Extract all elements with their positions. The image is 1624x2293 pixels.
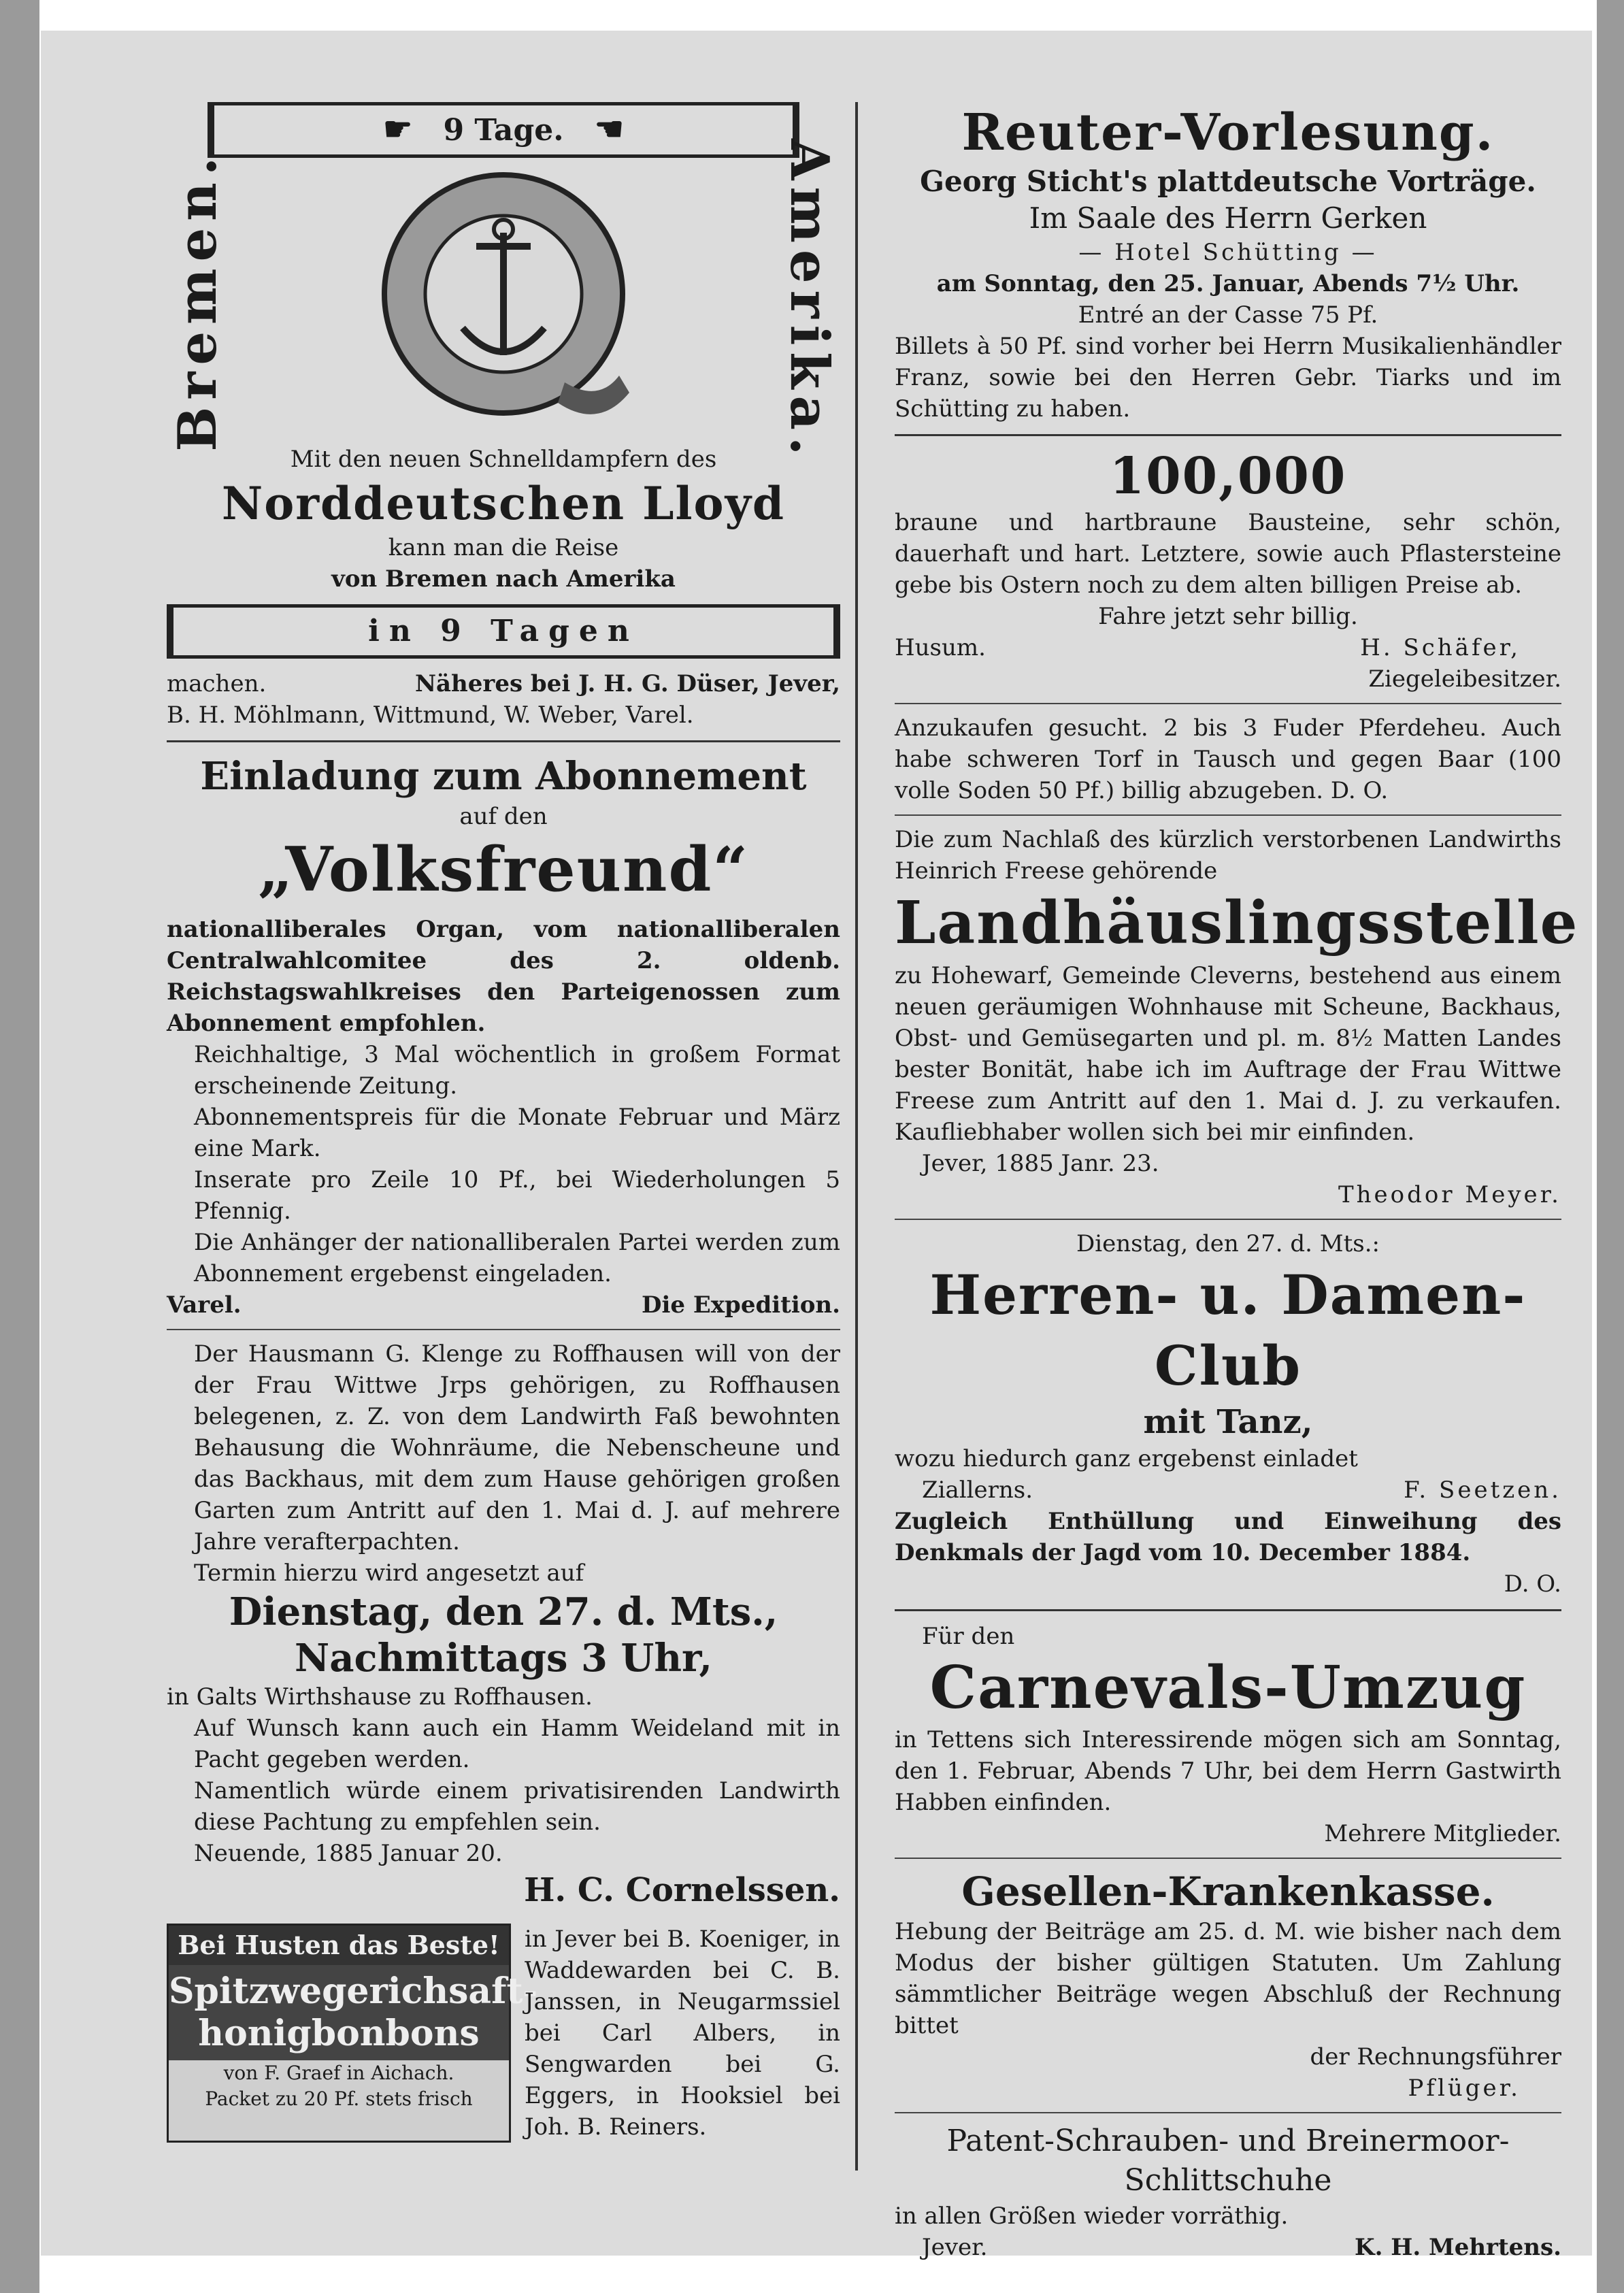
volksfreund-p2: Reichhaltige, 3 Mal wöchentlich in großem Format erscheinende Zeitung. <box>194 1041 840 1100</box>
days-box-text: 9 Tage. <box>443 113 564 148</box>
bricks-p2: Fahre jetzt sehr billig. <box>1098 603 1358 630</box>
landhaus-p1: zu Hohewarf, Gemeinde Cleverns, bestehend aus einem neuen geräumigen Wohnhause mit Scheune, Backhaus, Obst- und Gemüsegarten und pl. m. 8½ Matten Landes bester Bonität, habe ich im Auftrage der Frau Wittwe Freese zum Antritt auf den 1. Mai d. J. zu verkaufen. Kaufliebhaber wollen sich bei mir einfinden. <box>895 962 1561 1146</box>
bricks-ad <box>895 446 1561 695</box>
lloyd-ad <box>167 102 840 731</box>
volksfreund-p1: nationalliberales Organ, vom nationalliberalen Centralwahlcomitee des 2. oldenb. Reichstagswahlkreises den Parteigenossen zum Abonnement empfohlen. <box>167 916 840 1037</box>
divider <box>167 1329 840 1330</box>
pointing-hand-icon: ☚ <box>594 110 624 148</box>
klenge-ad <box>167 1338 840 1911</box>
carneval-ad <box>895 1621 1561 1849</box>
page-binding <box>0 0 39 2293</box>
reuter-l5: Entré an der Casse 75 Pf. <box>1078 301 1378 329</box>
bricks-sign1: H. Schäfer, <box>1360 634 1521 661</box>
club-place: Ziallerns. <box>922 1477 1033 1504</box>
carneval-p1: in Tettens sich Interessirende mögen sich am Sonntag, den 1. Februar, Abends 7 Uhr, bei dem Herrn Gastwirth Habben einfinden. <box>895 1726 1561 1816</box>
lloyd-name: Norddeutschen Lloyd <box>221 477 786 530</box>
reuter-l1: Georg Sticht's plattdeutsche Vorträge. <box>920 165 1536 198</box>
reuter-l6: Billets à 50 Pf. sind vorher bei Herrn Musikalienhändler Franz, sowie bei den Herren Gebr. Tiarks und im Schütting zu haben. <box>895 333 1561 423</box>
bricks-sign-row <box>895 632 1561 663</box>
graef-ad <box>167 1924 840 2143</box>
reuter-l3: — Hotel Schütting — <box>1078 239 1378 266</box>
klenge-p2: Termin hierzu wird angesetzt auf <box>194 1560 584 1587</box>
klenge-p4: Auf Wunsch kann auch ein Hamm Weideland mit in Pacht gegeben werden. <box>194 1715 840 1773</box>
nine-days-box: in 9 Tagen <box>167 604 840 659</box>
right-column <box>895 102 1579 2263</box>
klenge-sign: H. C. Cornelssen. <box>524 1871 840 1909</box>
divider <box>895 1609 1561 1611</box>
patent-sign-row <box>895 2232 1561 2263</box>
lloyd-line4: von Bremen nach Amerika <box>331 565 676 593</box>
kasse-p1: Hebung der Beiträge am 25. d. M. wie bisher nach dem Modus der bisher gültigen Statuten. Um Zahlung sämmtlicher Beiträge wegen Abschluß der Rechnung bittet <box>895 1918 1561 2039</box>
club-sub: mit Tanz, <box>1143 1403 1313 1441</box>
page-edge <box>1597 0 1624 2293</box>
bricks-place: Husum. <box>895 634 986 661</box>
bremen-vertical: Bremen. <box>167 150 229 452</box>
column-separator <box>855 102 858 2171</box>
klenge-date1: Dienstag, den 27. d. Mts., <box>229 1589 778 1634</box>
left-column <box>167 102 840 2143</box>
kasse-ad <box>895 1867 1561 2104</box>
graef-product: Spitzwegerichsaft-honigbonbons <box>169 1965 509 2060</box>
lloyd-line1: Mit den neuen Schnelldampfern des <box>290 446 717 473</box>
graef-dealers-text: in Jever bei B. Koeniger, in Waddewarden bei C. B. Janssen, in Neugarmssiel bei Carl Albers, in Sengwarden bei G. Eggers, in Hooksiel bei Joh. B. Reiners. <box>525 1926 840 2141</box>
graef-price: Packet zu 20 Pf. stets frisch <box>205 2088 473 2110</box>
kasse-title: Gesellen-Krankenkasse. <box>961 1868 1495 1915</box>
reuter-title: Reuter-Vorlesung. <box>961 103 1495 162</box>
reuter-ad <box>895 102 1561 425</box>
graef-promo-box <box>167 1924 538 2143</box>
carneval-title: Carnevals-Umzug <box>929 1653 1527 1722</box>
landhaus-place: Jever, 1885 Janr. 23. <box>922 1150 1159 1177</box>
divider <box>895 1219 1561 1220</box>
bricks-p1: braune und hartbraune Bausteine, sehr schön, dauerhaft und hart. Letztere, sowie auch Pflastersteine gebe bis Ostern noch zu dem alten billigen Preise ab. <box>895 509 1561 599</box>
volksfreund-p3: Abonnementspreis für die Monate Februar und März eine Mark. <box>194 1104 840 1162</box>
bricks-sign2: Ziegeleibesitzer. <box>1368 665 1561 693</box>
carneval-sign: Mehrere Mitglieder. <box>1324 1820 1561 1847</box>
landhaus-title: Landhäuslingsstelle <box>895 889 1579 957</box>
reuter-l2: Im Saale des Herrn Gerken <box>1029 201 1427 235</box>
divider <box>895 814 1561 816</box>
divider <box>895 703 1561 704</box>
pointing-hand-icon: ☛ <box>383 110 413 148</box>
patent-p1: in allen Größen wieder vorräthig. <box>895 2203 1289 2230</box>
club-do: D. O. <box>1504 1570 1561 1598</box>
volksfreund-name: „Volksfreund“ <box>257 834 750 906</box>
lloyd-agents-row <box>167 668 840 699</box>
reuter-l4: am Sonntag, den 25. Januar, Abends 7½ Uhr. <box>936 270 1520 297</box>
lloyd-emblem-icon <box>361 158 646 444</box>
divider <box>895 434 1561 436</box>
patent-sign: K. H. Mehrtens. <box>1355 2234 1561 2261</box>
landhaus-sign: Theodor Meyer. <box>1338 1181 1561 1208</box>
torf-p1: Anzukaufen gesucht. 2 bis 3 Fuder Pferdeheu. Auch habe schweren Torf in Tausch und gegen Baar (100 volle Soden 50 Pf.) billig abzugeben. D. O. <box>895 714 1561 804</box>
lloyd-machen: machen. <box>167 670 267 697</box>
klenge-p5: Namentlich würde einem privatisirenden Landwirth diese Pachtung zu empfehlen sein. <box>194 1777 840 1836</box>
klenge-p3: in Galts Wirthshause zu Roffhausen. <box>167 1683 593 1711</box>
club-date: Dienstag, den 27. d. Mts.: <box>1076 1230 1380 1257</box>
volksfreund-ad <box>167 752 840 1321</box>
club-sign: F. Seetzen. <box>1404 1477 1561 1504</box>
patent-title1: Patent-Schrauben- und Breinermoor- <box>946 2124 1510 2158</box>
club-ad <box>895 1228 1561 1600</box>
torf-ad <box>895 712 1561 806</box>
graef-dealers <box>525 1924 840 2143</box>
landhaus-ad <box>895 824 1579 1210</box>
patent-ad <box>895 2122 1561 2263</box>
klenge-place: Neuende, 1885 Januar 20. <box>194 1840 503 1867</box>
club-sign-row <box>895 1474 1561 1506</box>
lloyd-agents2: B. H. Möhlmann, Wittmund, W. Weber, Varel. <box>167 702 694 729</box>
kasse-sign2: Pflüger. <box>1408 2075 1521 2102</box>
carneval-intro: Für den <box>922 1623 1015 1650</box>
divider <box>167 740 840 742</box>
kasse-sign1: der Rechnungsführer <box>1310 2043 1561 2071</box>
volksfreund-sign: Die Expedition. <box>641 1291 840 1319</box>
bricks-number: 100,000 <box>1109 447 1347 506</box>
volksfreund-sign-row <box>167 1289 840 1321</box>
lloyd-line3: kann man die Reise <box>388 534 619 561</box>
divider <box>895 2112 1561 2113</box>
volksfreund-p4: Inserate pro Zeile 10 Pf., bei Wiederholungen 5 Pfennig. <box>194 1166 840 1225</box>
lloyd-agents1: Näheres bei J. H. G. Düser, Jever, <box>414 670 840 697</box>
volksfreund-subtitle: auf den <box>459 803 548 830</box>
divider <box>895 1858 1561 1859</box>
club-p2: Zugleich Enthüllung und Einweihung des Denkmals der Jagd vom 10. December 1884. <box>895 1508 1561 1566</box>
club-p1: wozu hiedurch ganz ergebenst einladet <box>895 1445 1358 1472</box>
graef-headline: Bei Husten das Beste! <box>169 1926 509 1965</box>
amerika-vertical: Amerika. <box>778 139 840 463</box>
club-title: Herren- u. Damen-Club <box>929 1263 1527 1398</box>
patent-place: Jever. <box>922 2234 988 2261</box>
landhaus-intro: Die zum Nachlaß des kürzlich verstorbenen Landwirths Heinrich Freese gehörende <box>895 826 1561 885</box>
volksfreund-place: Varel. <box>167 1291 242 1319</box>
klenge-p1: Der Hausmann G. Klenge zu Roffhausen will von der der Frau Wittwe Jrps gehörigen, zu Roffhausen belegenen, z. Z. von dem Landwirth Faß bewohnten Behausung die Wohnräume, die Nebenscheune und das Backhaus, mit dem zum Hause gehörigen großen Garten zum Antritt auf den 1. Mai d. J. auf mehrere Jahre verafterpachten. <box>194 1340 840 1555</box>
days-box <box>208 102 799 158</box>
volksfreund-title: Einladung zum Abonnement <box>200 754 807 799</box>
graef-maker: von F. Graef in Aichach. <box>223 2062 454 2084</box>
patent-title2: Schlittschuhe <box>1124 2163 1332 2198</box>
klenge-date2: Nachmittags 3 Uhr, <box>295 1636 712 1681</box>
volksfreund-p5: Die Anhänger der nationalliberalen Partei werden zum Abonnement ergebenst eingeladen. <box>194 1229 840 1287</box>
